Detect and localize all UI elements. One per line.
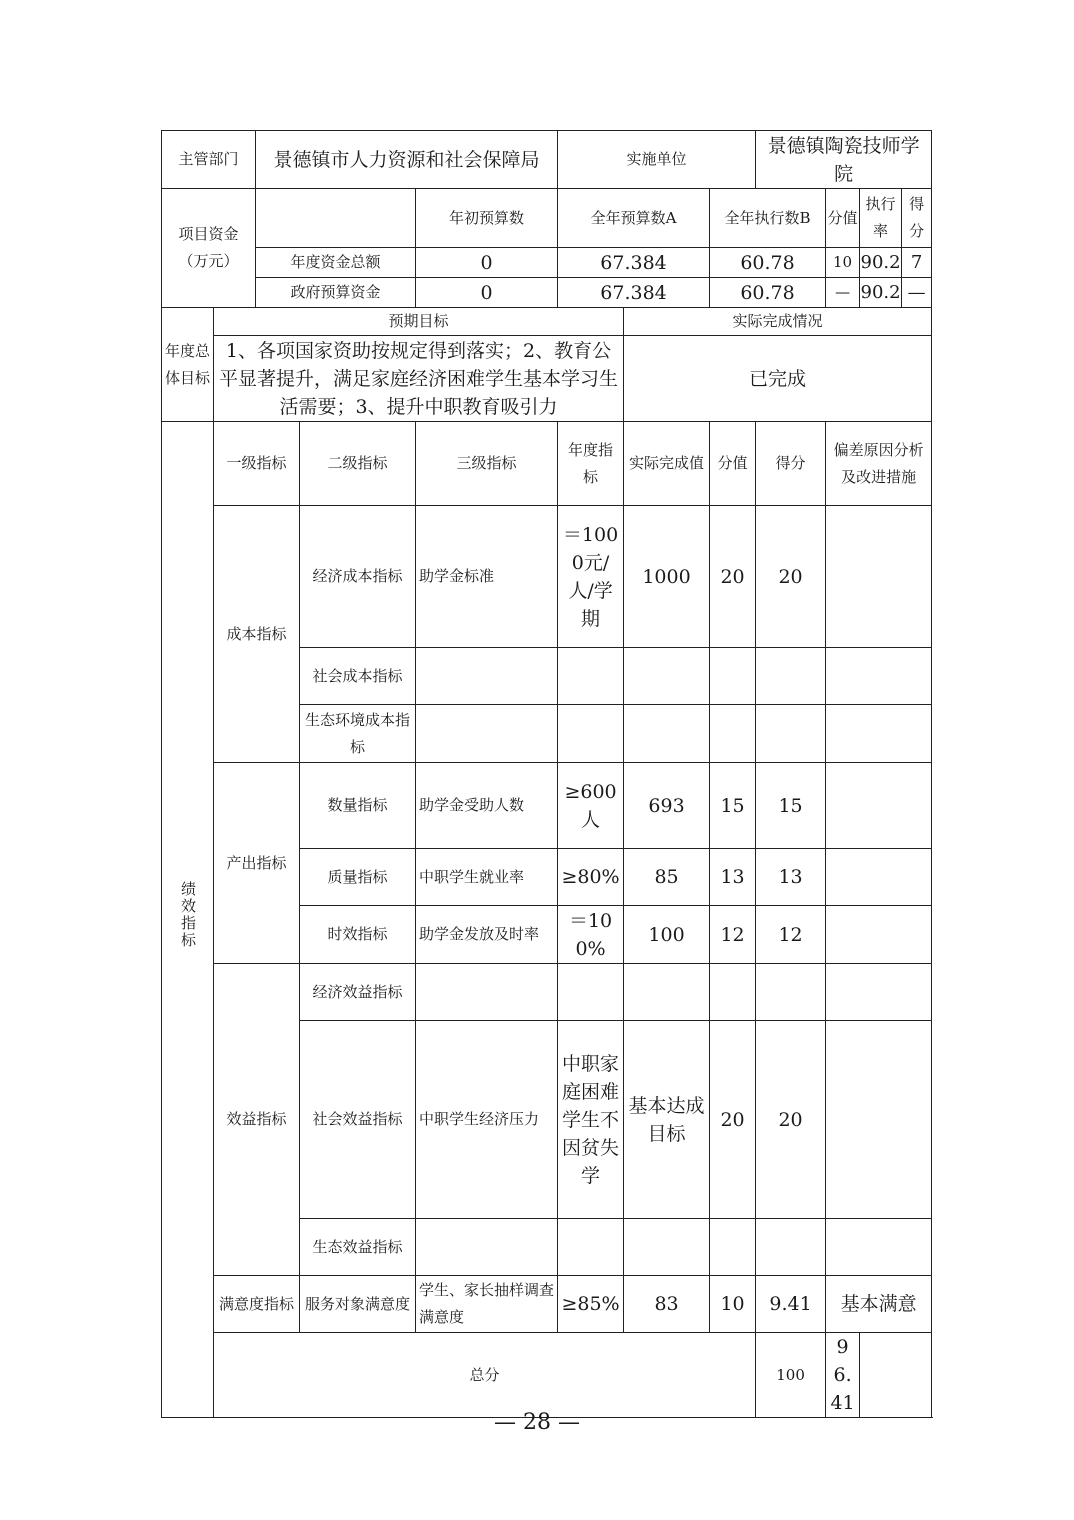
satisfaction-actual: 83 bbox=[624, 1276, 710, 1333]
goal-label: 年度总体目标 bbox=[162, 308, 214, 422]
perf-header-l3: 三级指标 bbox=[416, 422, 558, 506]
output-qty-actual: 693 bbox=[624, 763, 710, 849]
output-quality-actual: 85 bbox=[624, 849, 710, 906]
output-time-got: 12 bbox=[756, 906, 826, 964]
funds-header-exec: 全年执行数B bbox=[710, 189, 826, 248]
funds-header-got: 得分 bbox=[909, 195, 925, 240]
benefit-social-target: 中职家庭困难学生不因贫失学 bbox=[558, 1021, 624, 1219]
total-got: 96.41 bbox=[826, 1333, 860, 1418]
funds-label: 项目资金（万元） bbox=[162, 189, 256, 308]
satisfaction-target: ≥85% bbox=[558, 1276, 624, 1333]
cost-econ-score: 20 bbox=[710, 506, 756, 648]
total-score: 100 bbox=[756, 1333, 826, 1418]
funds-row-rate: 90.2 bbox=[860, 278, 902, 307]
funds-row-rate-got bbox=[860, 248, 932, 278]
output-qty-score: 15 bbox=[710, 763, 756, 849]
satisfaction-l1: 满意度指标 bbox=[214, 1276, 300, 1333]
output-qty-l2: 数量指标 bbox=[300, 763, 416, 849]
funds-row-name: 政府预算资金 bbox=[256, 278, 416, 308]
funds-row bbox=[162, 278, 932, 308]
funds-row-name: 年度资金总额 bbox=[256, 248, 416, 278]
funds-header-rate: 执行率 bbox=[860, 189, 902, 247]
perf-row bbox=[162, 763, 932, 849]
output-qty-target: ≥600人 bbox=[558, 763, 624, 849]
goal-actual: 已完成 bbox=[624, 336, 932, 422]
output-qty-l3: 助学金受助人数 bbox=[416, 763, 558, 849]
funds-row-annual: 67.384 bbox=[558, 278, 710, 308]
funds-row-score: — bbox=[826, 278, 860, 308]
funds-row-initial: 0 bbox=[416, 278, 558, 308]
perf-header-row bbox=[162, 422, 932, 506]
cost-econ-actual: 1000 bbox=[624, 506, 710, 648]
perf-header-reason: 偏差原因分析及改进措施 bbox=[826, 422, 932, 506]
output-l1: 产出指标 bbox=[214, 763, 300, 964]
unit-value: 景德镇陶瓷技师学院 bbox=[756, 131, 932, 189]
funds-row-got: — bbox=[907, 282, 926, 303]
perf-row bbox=[162, 1276, 932, 1333]
goal-header-row bbox=[162, 308, 932, 336]
cost-econ-reason bbox=[826, 506, 932, 648]
perf-row bbox=[162, 964, 932, 1021]
benefit-social-l3: 中职学生经济压力 bbox=[416, 1021, 558, 1219]
output-time-score: 12 bbox=[710, 906, 756, 964]
perf-header-score: 分值 bbox=[710, 422, 756, 506]
goal-expected: 1、各项国家资助按规定得到落实；2、教育公平显著提升，满足家庭经济困难学生基本学习生活需要；3、提升中职教育吸引力 bbox=[214, 336, 624, 422]
total-label: 总分 bbox=[214, 1333, 756, 1418]
satisfaction-l2: 服务对象满意度 bbox=[300, 1276, 416, 1333]
funds-row-exec: 60.78 bbox=[710, 248, 826, 278]
funds-header-blank bbox=[256, 189, 416, 248]
cost-econ-l2: 经济成本指标 bbox=[300, 506, 416, 648]
funds-row-initial: 0 bbox=[416, 248, 558, 278]
perf-header-l2: 二级指标 bbox=[300, 422, 416, 506]
satisfaction-got: 9.41 bbox=[756, 1276, 826, 1333]
perf-header-l1: 一级指标 bbox=[214, 422, 300, 506]
cost-eco-l2: 生态环境成本指标 bbox=[300, 705, 416, 763]
funds-header-row bbox=[162, 189, 932, 248]
funds-row-exec: 60.78 bbox=[710, 278, 826, 308]
satisfaction-reason: 基本满意 bbox=[826, 1276, 932, 1333]
total-row bbox=[162, 1333, 932, 1418]
goal-actual-label: 实际完成情况 bbox=[624, 308, 932, 336]
funds-header-annual: 全年预算数A bbox=[558, 189, 710, 248]
funds-header-score: 分值 bbox=[826, 189, 860, 248]
benefit-l1: 效益指标 bbox=[214, 964, 300, 1276]
page-number: — 28 — bbox=[494, 1410, 580, 1435]
cost-social-l2: 社会成本指标 bbox=[300, 648, 416, 705]
perf-header-got: 得分 bbox=[756, 422, 826, 506]
cost-econ-got: 20 bbox=[756, 506, 826, 648]
output-quality-got: 13 bbox=[756, 849, 826, 906]
cost-econ-target: ＝1000元/人/学期 bbox=[558, 506, 624, 648]
benefit-social-actual: 基本达成目标 bbox=[624, 1021, 710, 1219]
benefit-social-got: 20 bbox=[756, 1021, 826, 1219]
output-qty-got: 15 bbox=[756, 763, 826, 849]
cost-l1: 成本指标 bbox=[214, 506, 300, 763]
benefit-eco-l2: 生态效益指标 bbox=[300, 1219, 416, 1276]
funds-row-rate: 90.2 bbox=[860, 248, 902, 277]
perf-header-target: 年度指标 bbox=[558, 422, 624, 506]
output-quality-score: 13 bbox=[710, 849, 756, 906]
output-quality-l2: 质量指标 bbox=[300, 849, 416, 906]
satisfaction-score: 10 bbox=[710, 1276, 756, 1333]
benefit-econ-l2: 经济效益指标 bbox=[300, 964, 416, 1021]
unit-label: 实施单位 bbox=[558, 131, 756, 189]
perf-row bbox=[162, 506, 932, 648]
output-time-l3: 助学金发放及时率 bbox=[416, 906, 558, 964]
benefit-social-score: 20 bbox=[710, 1021, 756, 1219]
goal-expected-label: 预期目标 bbox=[214, 308, 624, 336]
dept-label: 主管部门 bbox=[162, 131, 256, 189]
output-time-target: ＝100% bbox=[558, 906, 624, 964]
output-quality-l3: 中职学生就业率 bbox=[416, 849, 558, 906]
funds-row-score: 10 bbox=[826, 248, 860, 278]
funds-header-rate-got bbox=[860, 189, 932, 248]
performance-table-sheet bbox=[161, 130, 931, 1418]
benefit-social-l2: 社会效益指标 bbox=[300, 1021, 416, 1219]
output-time-l2: 时效指标 bbox=[300, 906, 416, 964]
funds-row-rate-got bbox=[860, 278, 932, 308]
goal-content-row bbox=[162, 336, 932, 422]
funds-header-initial: 年初预算数 bbox=[416, 189, 558, 248]
satisfaction-l3: 学生、家长抽样调查满意度 bbox=[416, 1276, 558, 1333]
perf-header-actual: 实际完成值 bbox=[624, 422, 710, 506]
perf-label bbox=[162, 422, 214, 1418]
funds-row-annual: 67.384 bbox=[558, 248, 710, 278]
output-quality-target: ≥80% bbox=[558, 849, 624, 906]
output-time-actual: 100 bbox=[624, 906, 710, 964]
perf-label-text: 绩效指标 bbox=[179, 881, 197, 949]
header-row bbox=[162, 131, 932, 189]
funds-row-got: 7 bbox=[910, 252, 923, 273]
performance-evaluation-table bbox=[161, 130, 932, 1418]
funds-row bbox=[162, 248, 932, 278]
dept-value: 景德镇市人力资源和社会保障局 bbox=[256, 131, 558, 189]
cost-econ-l3: 助学金标准 bbox=[416, 506, 558, 648]
